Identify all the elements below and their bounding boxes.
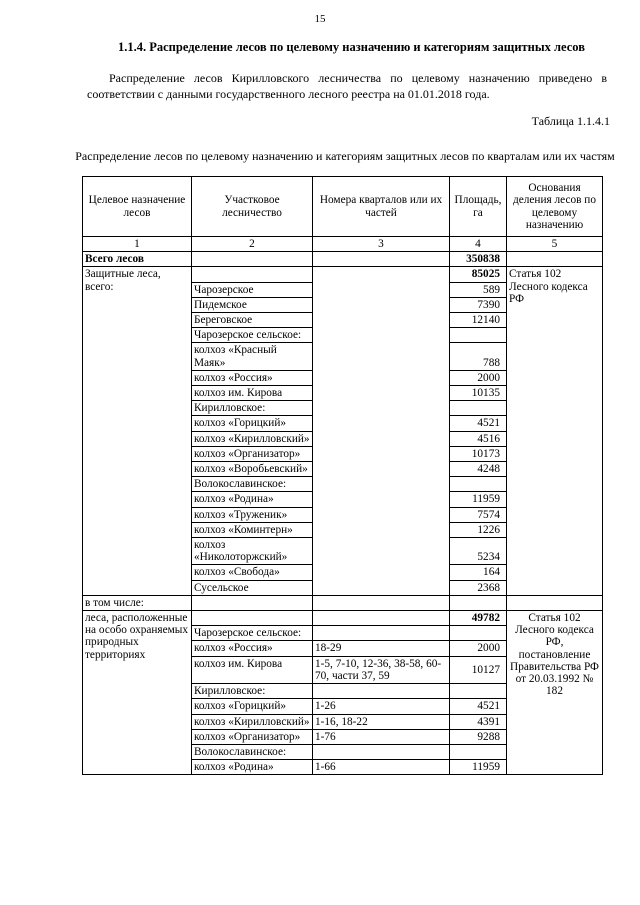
district-name: колхоз «Кирилловский»: [192, 714, 313, 729]
district-name: колхоз «Горицкий»: [192, 699, 313, 714]
district-name: колхоз «Воробьевский»: [192, 462, 313, 477]
district-name: колхоз «Родина»: [192, 492, 313, 507]
header-basis: Основания деления лесов по целевому назначению: [507, 177, 603, 237]
district-name: Сусельское: [192, 580, 313, 595]
district-area: 4391: [450, 714, 507, 729]
district-area: 11959: [450, 492, 507, 507]
district-area: 4521: [450, 416, 507, 431]
protective-basis: Статья 102 Лесного кодекса РФ: [507, 267, 603, 595]
district-area: 7390: [450, 297, 507, 312]
district-area: [450, 401, 507, 416]
district-area: 788: [450, 343, 507, 370]
specially-protected-summary-row: [83, 611, 603, 626]
quarters-value: [313, 626, 450, 641]
district-area: 12140: [450, 313, 507, 328]
specially-protected-area: 49782: [450, 611, 507, 626]
total-row: [83, 252, 603, 267]
quarters-value: [313, 684, 450, 699]
district-name: колхоз им. Кирова: [192, 386, 313, 401]
page-number: 15: [314, 13, 326, 25]
specially-protected-label: леса, расположенные на особо охраняемых природных территориях: [83, 611, 192, 775]
district-area: 4516: [450, 431, 507, 446]
district-name: колхоз «Организатор»: [192, 729, 313, 744]
empty-cell: [313, 611, 450, 626]
empty-cell: [450, 595, 507, 610]
intro-paragraph: [87, 70, 607, 102]
district-area: 589: [450, 282, 507, 297]
including-label: в том числе:: [83, 595, 192, 610]
district-area: 5234: [450, 538, 507, 565]
header-quarters: Номера кварталов или их частей: [313, 177, 450, 237]
intro-paragraph-text: Распределение лесов Кирилловского лесничества по целевому назначению приведено в соответствии с данными государственного лесного реестра на 01.01.2018 года.: [87, 71, 607, 101]
district-name: колхоз «Коминтерн»: [192, 522, 313, 537]
section-heading: 1.1.4. Распределение лесов по целевому назначению и категориям защитных лесов: [118, 40, 585, 54]
district-name: Волокославинское:: [192, 744, 313, 759]
empty-cell: [313, 595, 450, 610]
quarters-cell: [313, 267, 450, 595]
quarters-value: 1-5, 7-10, 12-36, 38-58, 60-70, части 37, 59: [313, 656, 450, 683]
district-area: 2000: [450, 370, 507, 385]
empty-cell: [192, 252, 313, 267]
column-number-row: [83, 237, 603, 252]
header-purpose: Целевое назначение лесов: [83, 177, 192, 237]
district-name: Чарозерское: [192, 282, 313, 297]
protective-area: 85025: [450, 267, 507, 282]
column-number: 5: [507, 237, 603, 252]
header-district: Участковое лесничество: [192, 177, 313, 237]
empty-cell: [192, 595, 313, 610]
quarters-value: 1-66: [313, 760, 450, 775]
district-area: 9288: [450, 729, 507, 744]
district-name: колхоз «Россия»: [192, 370, 313, 385]
district-area: 4521: [450, 699, 507, 714]
district-name: колхоз «Организатор»: [192, 446, 313, 461]
district-area: [450, 744, 507, 759]
district-area: 2368: [450, 580, 507, 595]
empty-cell: [507, 252, 603, 267]
quarters-value: 1-26: [313, 699, 450, 714]
including-row: [83, 595, 603, 610]
column-number: 3: [313, 237, 450, 252]
district-area: [450, 477, 507, 492]
empty-cell: [192, 267, 313, 282]
district-name: колхоз «Россия»: [192, 641, 313, 656]
district-area: 1226: [450, 522, 507, 537]
table-caption: Распределение лесов по целевому назначению и категориям защитных лесов по кварталам или их частям: [75, 149, 615, 163]
column-number: 2: [192, 237, 313, 252]
district-name: Береговское: [192, 313, 313, 328]
district-name: Пидемское: [192, 297, 313, 312]
quarters-value: [313, 744, 450, 759]
district-area: 10127: [450, 656, 507, 683]
district-area: 11959: [450, 760, 507, 775]
district-name: Кирилловское:: [192, 401, 313, 416]
specially-protected-basis: Статья 102 Лесного кодекса РФ, постановление Правительства РФ от 20.03.1992 № 182: [507, 611, 603, 775]
district-area: [450, 684, 507, 699]
empty-cell: [313, 252, 450, 267]
district-name: колхоз «Горицкий»: [192, 416, 313, 431]
district-area: 164: [450, 565, 507, 580]
empty-cell: [192, 611, 313, 626]
district-name: Чарозерское сельское:: [192, 328, 313, 343]
district-area: 10135: [450, 386, 507, 401]
quarters-value: 1-76: [313, 729, 450, 744]
table-header-row: [83, 177, 603, 237]
column-number: 1: [83, 237, 192, 252]
protective-summary-row: [83, 267, 603, 282]
district-name: колхоз «Кирилловский»: [192, 431, 313, 446]
district-area: [450, 328, 507, 343]
district-name: колхоз «Красный Маяк»: [192, 343, 313, 370]
total-label: Всего лесов: [83, 252, 192, 267]
table-label: Таблица 1.1.4.1: [531, 114, 610, 128]
district-name: Волокославинское:: [192, 477, 313, 492]
district-name: колхоз «Родина»: [192, 760, 313, 775]
empty-cell: [507, 595, 603, 610]
protective-label: Защитные леса, всего:: [83, 267, 192, 595]
district-area: 10173: [450, 446, 507, 461]
quarters-value: 1-16, 18-22: [313, 714, 450, 729]
district-name: колхоз им. Кирова: [192, 656, 313, 683]
district-name: колхоз «Николоторжский»: [192, 538, 313, 565]
district-name: колхоз «Труженик»: [192, 507, 313, 522]
district-name: Кирилловское:: [192, 684, 313, 699]
quarters-value: 18-29: [313, 641, 450, 656]
forest-distribution-table: [82, 176, 603, 775]
column-number: 4: [450, 237, 507, 252]
district-name: колхоз «Свобода»: [192, 565, 313, 580]
district-name: Чарозерское сельское:: [192, 626, 313, 641]
district-area: [450, 626, 507, 641]
district-area: 7574: [450, 507, 507, 522]
total-area: 350838: [450, 252, 507, 267]
district-area: 2000: [450, 641, 507, 656]
district-area: 4248: [450, 462, 507, 477]
header-area: Площадь, га: [450, 177, 507, 237]
